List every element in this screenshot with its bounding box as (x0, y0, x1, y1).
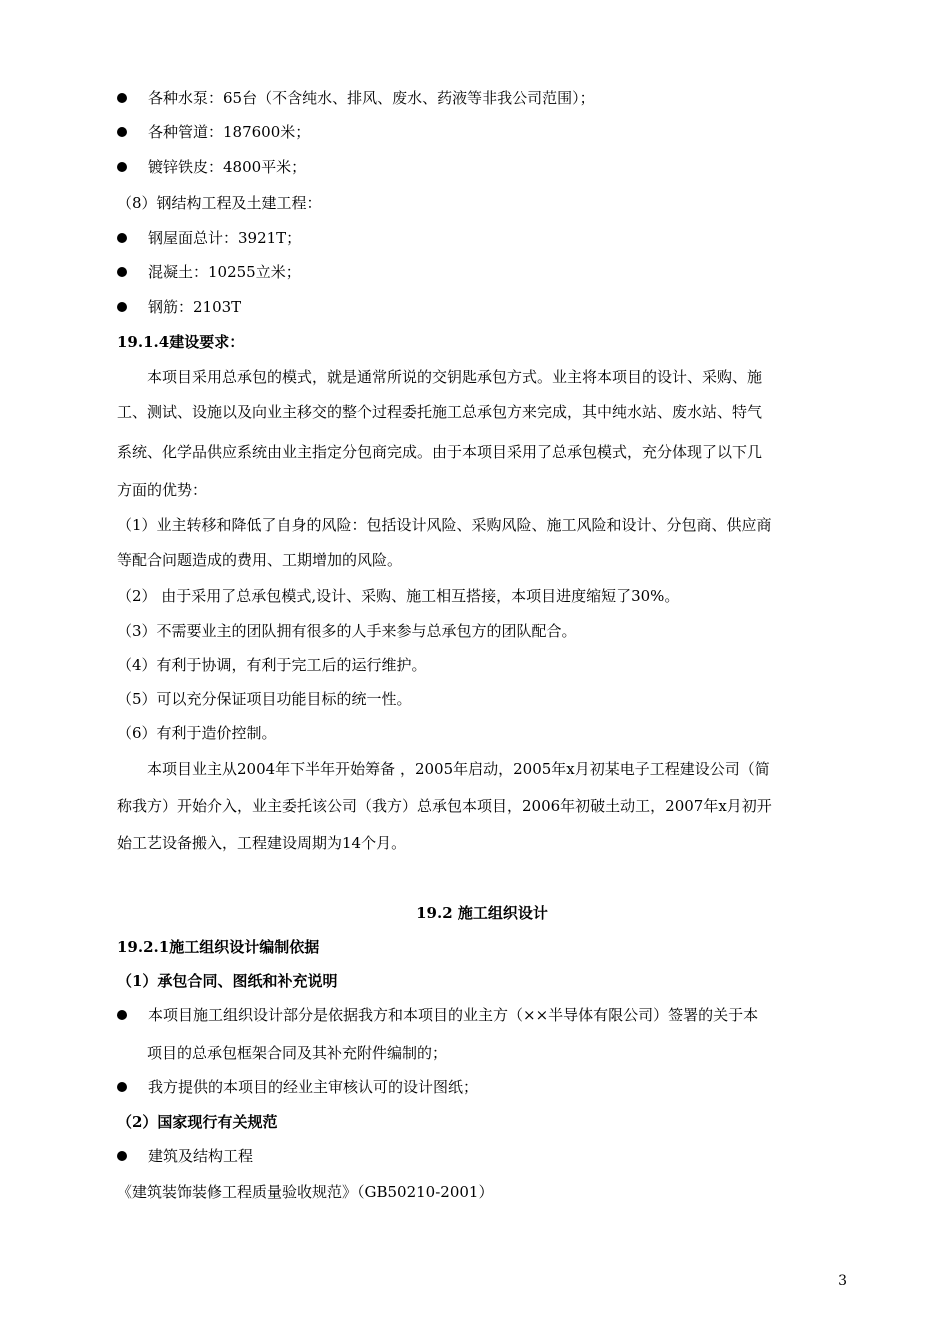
paragraph-line: 工、测试、设施以及向业主移交的整个过程委托施工总承包方来完成，其中纯水站、废水站、特气 (117, 403, 763, 421)
list-item-text: 镀锌铁皮：4800平米； (148, 158, 307, 176)
section-heading-19-2: 19.2 施工组织设计 (416, 904, 548, 922)
advantage-1-line: 等配合问题造成的费用、工期增加的风险。 (117, 551, 403, 569)
advantage-5: （5）可以充分保证项目功能目标的统一性。 (117, 690, 412, 708)
list-item-text: 钢屋面总计：3921T； (148, 229, 302, 247)
paragraph-line: 本项目采用总承包的模式，就是通常所说的交钥匙承包方式。业主将本项目的设计、采购、施 (147, 368, 763, 386)
bullet-icon (117, 127, 127, 137)
advantage-6: （6）有利于造价控制。 (117, 724, 277, 742)
advantage-2: （2） 由于采用了总承包模式,设计、采购、施工相互搭接，本项目进度缩短了30%。 (117, 587, 680, 605)
bullet-icon (117, 1010, 127, 1020)
list-item-continuation: 项目的总承包框架合同及其补充附件编制的； (147, 1044, 448, 1062)
list-item-text: 钢筋：2103T (148, 298, 242, 316)
spec-reference: 《建筑装饰装修工程质量验收规范》（GB50210-2001） (117, 1183, 494, 1201)
bullet-icon (117, 233, 127, 243)
paragraph-line: 称我方）开始介入，业主委托该公司（我方）总承包本项目，2006年初破土动工，2007年x月初开 (117, 797, 772, 815)
list-item-text: 混凝土：10255立米； (148, 263, 301, 281)
list-item-text: 我方提供的本项目的经业主审核认可的设计图纸； (148, 1078, 479, 1096)
page-number: 3 (838, 1273, 847, 1289)
bullet-icon (117, 93, 127, 103)
paragraph-line: 方面的优势： (117, 481, 208, 499)
paragraph-line: 系统、化学品供应系统由业主指定分包商完成。由于本项目采用了总承包模式，充分体现了以下几 (117, 443, 763, 461)
subheading-1: （1）承包合同、图纸和补充说明 (117, 972, 338, 990)
bullet-icon (117, 1151, 127, 1161)
advantage-3: （3）不需要业主的团队拥有很多的人手来参与总承包方的团队配合。 (117, 622, 577, 640)
section-8-heading: （8）钢结构工程及土建工程： (117, 194, 322, 212)
paragraph-line: 始工艺设备搬入，工程建设周期为14个月。 (117, 834, 407, 852)
list-item-text: 建筑及结构工程 (148, 1147, 254, 1165)
list-item-text: 各种管道：187600米； (148, 123, 311, 141)
advantage-1-line: （1）业主转移和降低了自身的风险：包括设计风险、采购风险、施工风险和设计、分包商、供应商 (117, 516, 772, 534)
paragraph-line: 本项目业主从2004年下半年开始筹备 ，2005年启动，2005年x月初某电子工程建设公司（简 (147, 760, 770, 778)
subheading-2: （2）国家现行有关规范 (117, 1113, 278, 1131)
bullet-icon (117, 1082, 127, 1092)
bullet-icon (117, 267, 127, 277)
heading-19-1-4: 19.1.4建设要求： (117, 333, 245, 351)
list-item-text: 本项目施工组织设计部分是依据我方和本项目的业主方（××半导体有限公司）签署的关于本 (148, 1006, 759, 1024)
bullet-icon (117, 302, 127, 312)
advantage-4: （4）有利于协调，有利于完工后的运行维护。 (117, 656, 427, 674)
heading-19-2-1: 19.2.1施工组织设计编制依据 (117, 938, 320, 956)
bullet-icon (117, 162, 127, 172)
list-item-text: 各种水泵：65台（不含纯水、排风、废水、药液等非我公司范围）； (148, 89, 595, 107)
